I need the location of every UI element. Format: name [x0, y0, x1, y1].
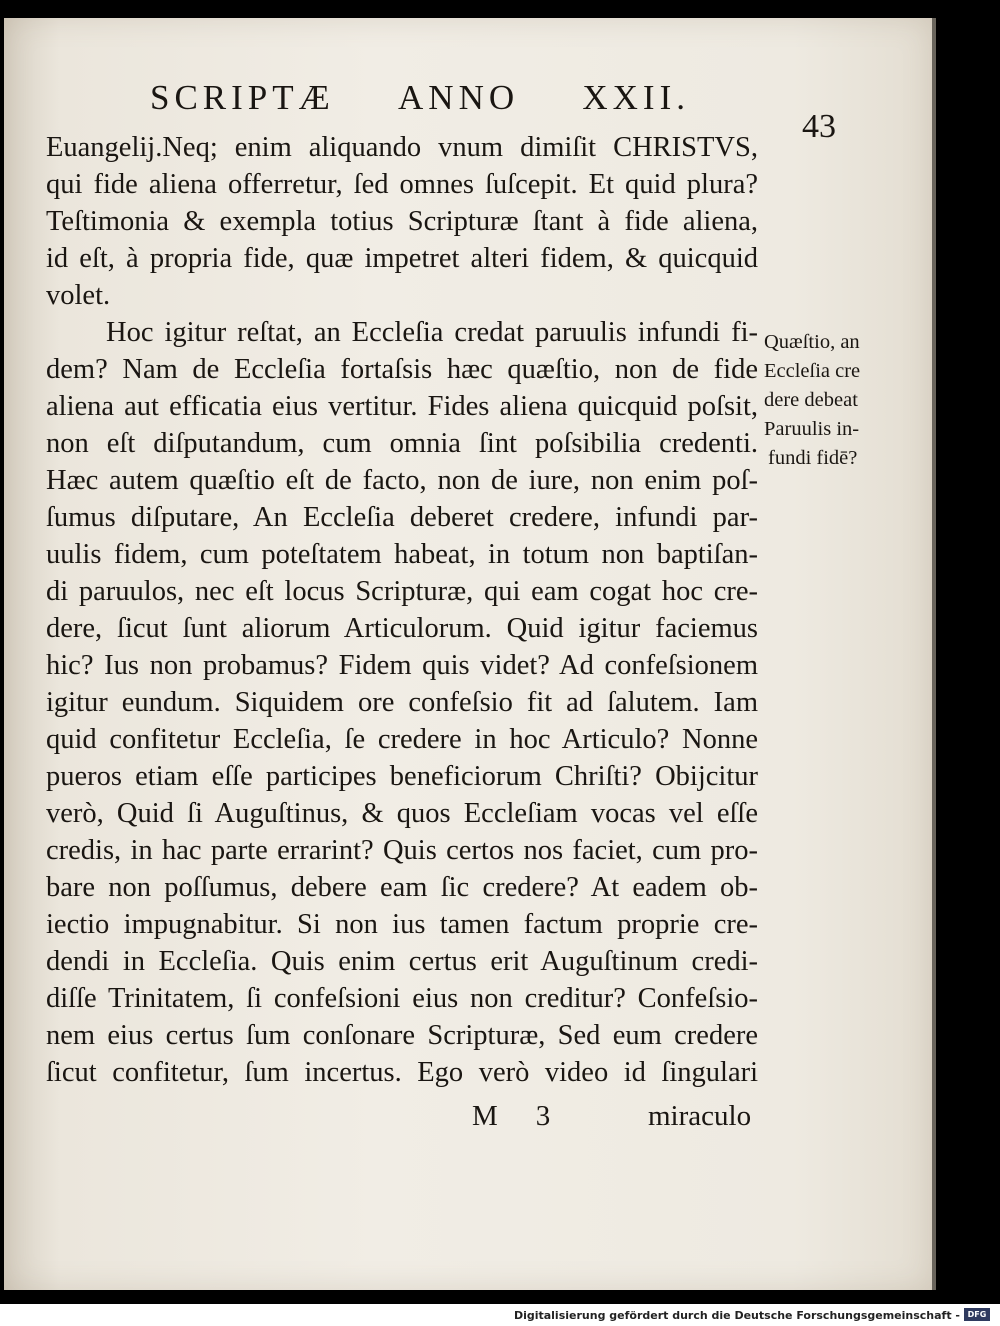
body-line: Hoc igitur reſtat, an Eccleſia credat paruulis infundi fi-: [106, 317, 758, 348]
body-line: dere, ſicut ſunt aliorum Articulorum. Quid igitur faciemus: [46, 613, 758, 644]
body-line: qui fide aliena offerretur, ſed omnes ſuſcepit. Et quid plura?: [46, 169, 758, 200]
margin-note-line: Paruulis in-: [764, 418, 860, 440]
body-line: iectio impugnabitur. Si non ius tamen factum proprie cre-: [46, 909, 758, 940]
running-head: [150, 78, 690, 118]
margin-note-line: fundi fidē?: [768, 447, 858, 469]
running-head-word: SCRIPTÆ: [150, 78, 335, 117]
margin-note-line: Eccleſia cre: [764, 360, 861, 382]
body-line: di paruulos, nec eſt locus Scripturæ, qui eam cogat hoc cre-: [46, 576, 758, 607]
signature-letter: M: [472, 1100, 498, 1132]
body-line: volet.: [46, 280, 111, 311]
signature-number: 3: [535, 1100, 551, 1132]
body-line: nem eius certus ſum conſonare Scripturæ, Sed eum credere: [46, 1020, 758, 1051]
body-line: diſſe Trinitatem, ſi confeſsioni eius non creditur? Confeſsio-: [46, 983, 758, 1014]
body-line: hic? Ius non probamus? Fidem quis videt? Ad confeſsionem: [46, 650, 758, 681]
footer-credit: Digitalisierung gefördert durch die Deutsche Forschungsgemeinschaft -: [513, 1309, 960, 1322]
body-line: dem? Nam de Eccleſia fortaſsis hæc quæſtio, non de fide: [46, 354, 758, 385]
signature-mark: [472, 1100, 550, 1133]
catchword: miraculo: [648, 1100, 752, 1132]
margin-note-line: Quæſtio, an: [764, 331, 860, 353]
body-line: ſicut confitetur, ſum incertus. Ego verò video id ſingulari: [46, 1057, 758, 1088]
dfg-logo: DFG: [964, 1308, 990, 1321]
page-number: 43: [802, 108, 836, 145]
body-line: Hæc autem quæſtio eſt de facto, non de iure, non enim poſ-: [46, 465, 758, 496]
margin-note-line: dere debeat: [764, 389, 858, 411]
body-line: quid confitetur Eccleſia, ſe credere in hoc Articulo? Nonne: [46, 724, 758, 755]
body-line: igitur eundum. Siquidem ore confeſsio fit ad ſalutem. Iam: [46, 687, 758, 718]
body-line: pueros etiam eſſe participes beneficiorum Chriſti? Obijcitur: [46, 761, 758, 792]
body-line: credis, in hac parte errarint? Quis certos nos faciet, cum pro-: [46, 835, 758, 866]
body-line: Teſtimonia & exempla totius Scripturæ ſtant à fide aliena,: [46, 206, 758, 237]
body-line: aliena aut efficatia eius vertitur. Fides aliena quicquid poſsit,: [46, 391, 758, 422]
body-line: non eſt diſputandum, cum omnia ſint poſsibilia credenti.: [46, 428, 758, 459]
running-head-word: ANNO: [398, 78, 520, 117]
body-line: verò, Quid ſi Auguſtinus, & quos Eccleſiam vocas vel eſſe: [46, 798, 758, 829]
page-edge: [932, 18, 936, 1290]
running-head-word: XXII.: [582, 78, 690, 117]
body-line: id eſt, à propria fide, quæ impetret alteri fidem, & quicquid: [46, 243, 758, 274]
body-line: uulis fidem, cum poteſtatem habeat, in totum non baptiſan-: [46, 539, 758, 570]
body-line: ſumus diſputare, An Eccleſia deberet credere, infundi par-: [46, 502, 758, 533]
body-line: bare non poſſumus, debere eam ſic credere? At eadem ob-: [46, 872, 758, 903]
body-line: dendi in Eccleſia. Quis enim certus erit Auguſtinum credi-: [46, 946, 758, 977]
body-line: Euangelij.Neq; enim aliquando vnum dimiſit CHRISTVS,: [46, 132, 758, 163]
